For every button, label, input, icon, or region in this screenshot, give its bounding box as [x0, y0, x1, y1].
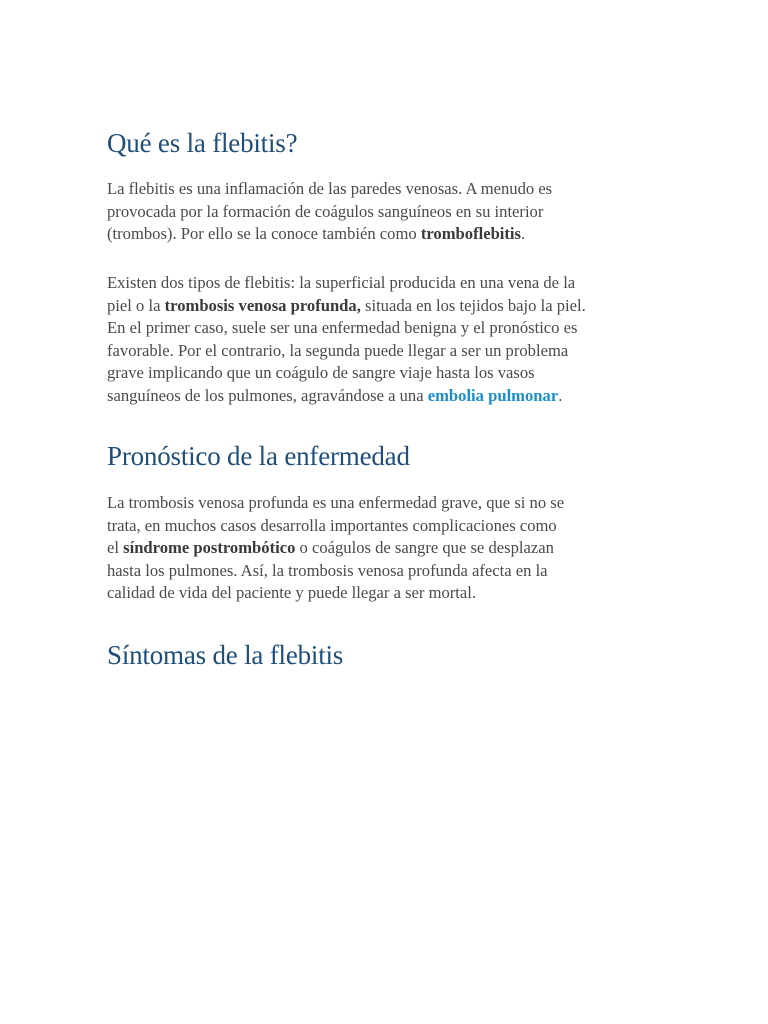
paragraph-pronostico: [107, 492, 564, 605]
bold-term-sindrome: síndrome postrombótico: [123, 538, 296, 558]
text-line: Existen dos tipos de flebitis: la superficial producida en una vena de la: [107, 273, 576, 292]
text-line: calidad de vida del paciente y puede llegar a ser mortal.: [107, 583, 477, 603]
text-run: .: [558, 385, 563, 405]
text-line: En el primer caso, suele ser una enfermedad benigna y el pronóstico es: [107, 318, 578, 338]
text-line: La trombosis venosa profunda es una enfermedad grave, que si no se: [107, 493, 565, 512]
bold-term-tromboflebitis: tromboflebitis: [420, 224, 521, 244]
text-run: situada en los tejidos bajo la piel.: [360, 295, 586, 315]
text-line: [107, 538, 554, 557]
text-line: trata, en muchos casos desarrolla importantes complicaciones como: [107, 515, 557, 535]
text-line: provocada por la formación de coágulos sanguíneos en su interior: [107, 201, 544, 221]
section-heading-sintomas: Síntomas de la flebitis: [107, 640, 344, 670]
text-run: sanguíneos de los pulmones, agravándose a una: [107, 385, 428, 405]
section-heading-pronostico: Pronóstico de la enfermedad: [107, 441, 410, 471]
text-run: .: [521, 224, 526, 244]
bold-term-trombosis-venosa: trombosis venosa profunda,: [164, 295, 361, 315]
text-run: piel o la: [107, 295, 165, 315]
text-run: el: [107, 538, 124, 558]
text-line: hasta los pulmones. Así, la trombosis venosa profunda afecta en la: [107, 560, 548, 580]
text-line: La flebitis es una inflamación de las paredes venosas. A menudo es: [107, 179, 553, 198]
text-line: [107, 224, 525, 243]
paragraph-definition: [107, 178, 552, 246]
text-run: (trombos). Por ello se la conoce también como: [107, 224, 421, 244]
text-line: favorable. Por el contrario, la segunda puede llegar a ser un problema: [107, 340, 569, 360]
paragraph-tipos: [107, 272, 586, 408]
section-heading-que-es: Qué es la flebitis?: [107, 128, 298, 158]
text-line: grave implicando que un coágulo de sangre viaje hasta los vasos: [107, 363, 535, 383]
embolia-pulmonar-link[interactable]: embolia pulmonar: [427, 385, 559, 405]
text-line: [107, 386, 562, 405]
text-run: o coágulos de sangre que se desplazan: [295, 538, 554, 558]
text-line: [107, 296, 586, 315]
